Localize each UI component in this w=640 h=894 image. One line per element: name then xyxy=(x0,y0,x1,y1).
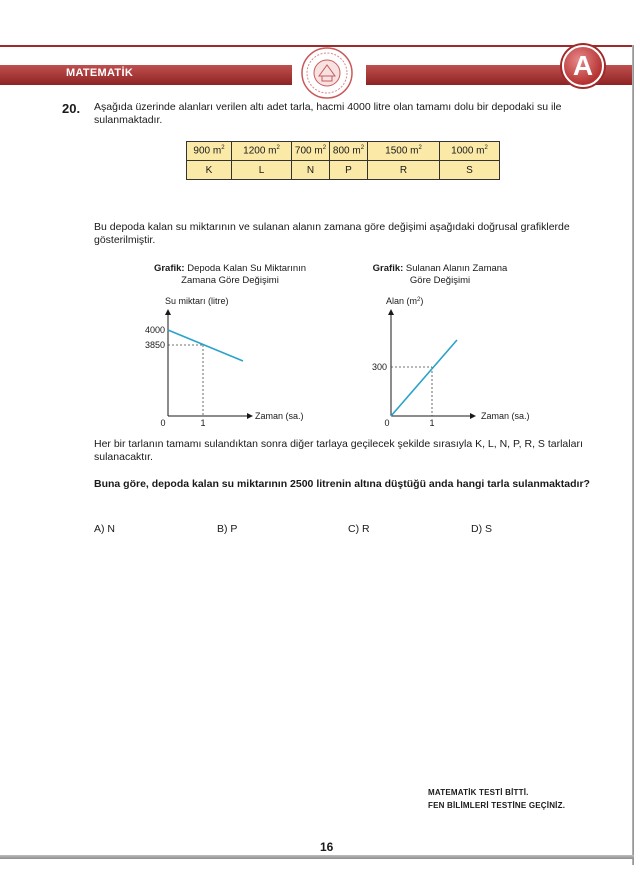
subject-title: MATEMATİK xyxy=(66,67,134,79)
field-name-cell: K xyxy=(187,161,232,180)
right-graph-caption xyxy=(360,263,520,287)
right-y-axis-title: Alan $(m^2)$ xyxy=(386,296,424,306)
right-origin-label: 0 xyxy=(384,418,390,428)
field-area-cell: 800 $m^2$ xyxy=(330,142,368,161)
right-x-axis-title: Zaman (sa.) xyxy=(481,411,530,421)
field-name-cell: R xyxy=(368,161,440,180)
right-series-line xyxy=(391,340,457,416)
left-caption-line1: Grafik: Depoda Kalan Su Miktarının xyxy=(153,263,307,274)
footer-rule xyxy=(0,855,634,859)
ministry-seal-logo xyxy=(300,46,354,100)
choice-c[interactable]: C) R xyxy=(348,523,370,535)
page-frame-right xyxy=(632,45,634,865)
field-name-cell: P xyxy=(330,161,368,180)
condition-text: Her bir tarlanın tamamı sulandıktan sonra diğer tarlaya geçilecek şekilde sırasıyla K, L, N, P, R, S tarlaları sulanacaktır. xyxy=(94,438,583,463)
left-x-axis-title: Zaman (sa.) xyxy=(255,411,304,421)
choice-a[interactable]: A) N xyxy=(94,523,115,535)
fields-table xyxy=(186,141,500,180)
field-name-cell: L xyxy=(232,161,292,180)
right-caption-line2: Göre Değişimi xyxy=(409,275,471,286)
right-caption-line1: Grafik: Sulanan Alanın Zamana xyxy=(372,263,508,274)
booklet-type-badge: A xyxy=(562,45,604,87)
choice-b[interactable]: B) P xyxy=(217,523,238,535)
left-x-tick-1: 1 xyxy=(200,418,206,428)
field-name-cell: S xyxy=(440,161,500,180)
field-area-cell: 1200 $m^2$ xyxy=(232,142,292,161)
left-graph xyxy=(125,292,325,432)
left-y-tick-3850: 3850 xyxy=(144,340,165,350)
right-y-tick-300: 300 xyxy=(371,362,387,372)
test-end-note: MATEMATİK TESTİ BİTTİ. xyxy=(428,788,529,797)
left-y-tick-4000: 4000 xyxy=(144,325,165,335)
left-y-axis-title: Su miktarı (litre) xyxy=(165,296,229,306)
field-area-cell: 900 $m^2$ xyxy=(187,142,232,161)
field-area-cell: 1000 $m^2$ xyxy=(440,142,500,161)
next-test-note: FEN BİLİMLERİ TESTİNE GEÇİNİZ. xyxy=(428,801,566,810)
page-number: 16 xyxy=(320,840,334,854)
field-name-cell: N xyxy=(292,161,330,180)
right-x-tick-1: 1 xyxy=(429,418,435,428)
question-number: 20. xyxy=(62,101,81,116)
question-intro: Aşağıda üzerinde alanları verilen altı adet tarla, hacmi 4000 litre olan tamamı dolu bir depodaki su ile sulanmaktadır. xyxy=(94,101,562,126)
question-prompt: Buna göre, depoda kalan su miktarının 2500 litrenin altına düştüğü anda hangi tarla sulanmaktadır? xyxy=(94,478,590,490)
fields-area-row xyxy=(187,142,500,161)
left-caption-line2: Zamana Göre Değişimi xyxy=(181,275,279,286)
right-graph xyxy=(350,292,550,432)
choice-d[interactable]: D) S xyxy=(471,523,492,535)
left-series-line xyxy=(168,330,243,361)
field-area-cell: 1500 $m^2$ xyxy=(368,142,440,161)
left-graph-caption xyxy=(140,263,320,287)
graph-intro-text: Bu depoda kalan su miktarının ve sulanan alanın zamana göre değişimi aşağıdaki doğrusal grafiklerde gösterilmiştir. xyxy=(94,221,570,246)
fields-name-row xyxy=(187,161,500,180)
field-area-cell: 700 $m^2$ xyxy=(292,142,330,161)
left-origin-label: 0 xyxy=(160,418,166,428)
